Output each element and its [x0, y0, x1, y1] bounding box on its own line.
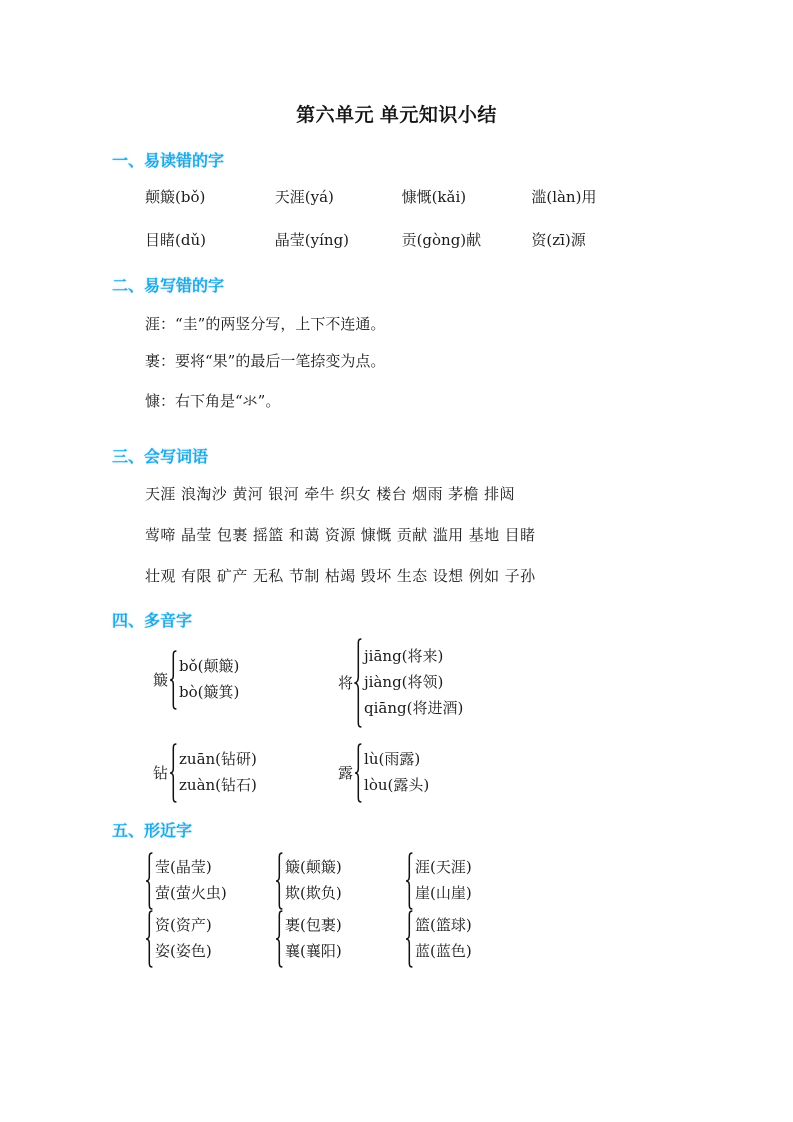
- section-heading-5: 五、形近字: [112, 823, 193, 840]
- similar-char-group: [275, 852, 342, 910]
- polyphone-item: zuàn(钻石): [179, 776, 257, 794]
- pinyin-cell: 目睹(dǔ): [145, 231, 206, 249]
- pinyin-row: [145, 229, 745, 250]
- similar-char-item: 姿(姿色): [155, 942, 212, 960]
- polyphone-item: zuān(钻研): [179, 750, 257, 769]
- square-bracket-icon: [405, 852, 414, 910]
- similar-char-items: [154, 855, 227, 907]
- similar-char-group: [405, 852, 472, 910]
- similar-char-group: [145, 852, 227, 910]
- similar-char-group: [405, 910, 472, 968]
- polyphone-char: 簸: [153, 670, 169, 689]
- pinyin-cell: 资(zī)源: [531, 231, 586, 249]
- similar-char-item: 崖(山崖): [415, 884, 472, 902]
- polyphone-items: [363, 747, 429, 799]
- pinyin-row: [145, 186, 745, 207]
- similar-char-item: 莹(晶莹): [155, 858, 212, 877]
- curly-brace-icon: [354, 638, 363, 728]
- similar-char-group: [145, 910, 212, 968]
- polyphone-item: lòu(露头): [364, 776, 430, 794]
- pinyin-cell: 晶莹(yíng): [274, 231, 350, 249]
- page-title: 第六单元 单元知识小结: [296, 105, 497, 126]
- similar-char-item: 襄(襄阳): [285, 942, 342, 960]
- similar-char-items: [284, 913, 342, 965]
- similar-char-item: 篮(篮球): [415, 916, 472, 935]
- similar-char-items: [414, 913, 472, 965]
- similar-char-items: [414, 855, 472, 907]
- section-heading-4: 四、多音字: [112, 613, 193, 630]
- word-row: 莺啼 晶莹 包裹 摇篮 和蔼 资源 慷慨 贡献 滥用 基地 目睹: [145, 526, 536, 544]
- similar-char-item: 裹(包裹): [285, 916, 342, 935]
- pinyin-cell: 滥(làn)用: [531, 188, 597, 206]
- section-heading-1: 一、易读错的字: [112, 153, 225, 170]
- polyphone-group: [153, 743, 257, 803]
- word-row: 天涯 浪淘沙 黄河 银河 牵牛 织女 楼台 烟雨 茅檐 排闼: [145, 485, 515, 503]
- polyphone-items: [178, 654, 239, 706]
- square-bracket-icon: [275, 852, 284, 910]
- polyphone-item: jiāng(将来): [364, 647, 444, 666]
- similar-char-group: [275, 910, 342, 968]
- polyphone-item: qiāng(将进酒): [364, 698, 464, 717]
- curly-brace-icon: [169, 743, 178, 803]
- polyphone-item: lù(雨露): [364, 750, 421, 769]
- polyphone-char: 将: [338, 673, 354, 692]
- similar-char-items: [154, 913, 212, 965]
- similar-char-item: 蓝(蓝色): [415, 942, 472, 960]
- similar-char-item: 欺(欺负): [285, 884, 342, 902]
- similar-char-items: [284, 855, 342, 907]
- note-line: 慷：右下角是“氺”。: [145, 392, 281, 410]
- similar-char-item: 簸(颠簸): [285, 858, 342, 877]
- square-bracket-icon: [405, 910, 414, 968]
- similar-char-item: 萤(萤火虫): [155, 884, 227, 902]
- similar-char-item: 涯(天涯): [415, 858, 472, 877]
- section-heading-2: 二、易写错的字: [112, 278, 225, 295]
- word-row: 壮观 有限 矿产 无私 节制 枯竭 毁坏 生态 设想 例如 子孙: [145, 567, 536, 585]
- polyphone-char: 露: [338, 763, 354, 782]
- curly-brace-icon: [169, 650, 178, 710]
- square-bracket-icon: [145, 852, 154, 910]
- similar-char-item: 资(资产): [155, 916, 212, 935]
- polyphone-items: [178, 747, 257, 799]
- pinyin-cell: 颠簸(bǒ): [145, 188, 206, 206]
- pinyin-cell: 慷慨(kǎi): [401, 188, 467, 206]
- square-bracket-icon: [275, 910, 284, 968]
- square-bracket-icon: [145, 910, 154, 968]
- polyphone-items: [363, 644, 463, 721]
- note-line: 裹：要将“果”的最后一笔捺变为点。: [145, 352, 386, 370]
- note-line: 涯：“圭”的两竖分写，上下不连通。: [145, 315, 386, 333]
- polyphone-item: jiàng(将领): [364, 673, 444, 692]
- polyphone-char: 钻: [153, 763, 169, 782]
- polyphone-group: [153, 650, 239, 710]
- polyphone-group: [338, 638, 463, 728]
- polyphone-group: [338, 743, 429, 803]
- pinyin-cell: 天涯(yá): [274, 188, 334, 206]
- polyphone-item: bǒ(颠簸): [179, 657, 240, 676]
- curly-brace-icon: [354, 743, 363, 803]
- polyphone-item: bò(簸箕): [179, 683, 240, 701]
- pinyin-cell: 贡(gòng)献: [401, 231, 482, 249]
- section-heading-3: 三、会写词语: [112, 449, 209, 466]
